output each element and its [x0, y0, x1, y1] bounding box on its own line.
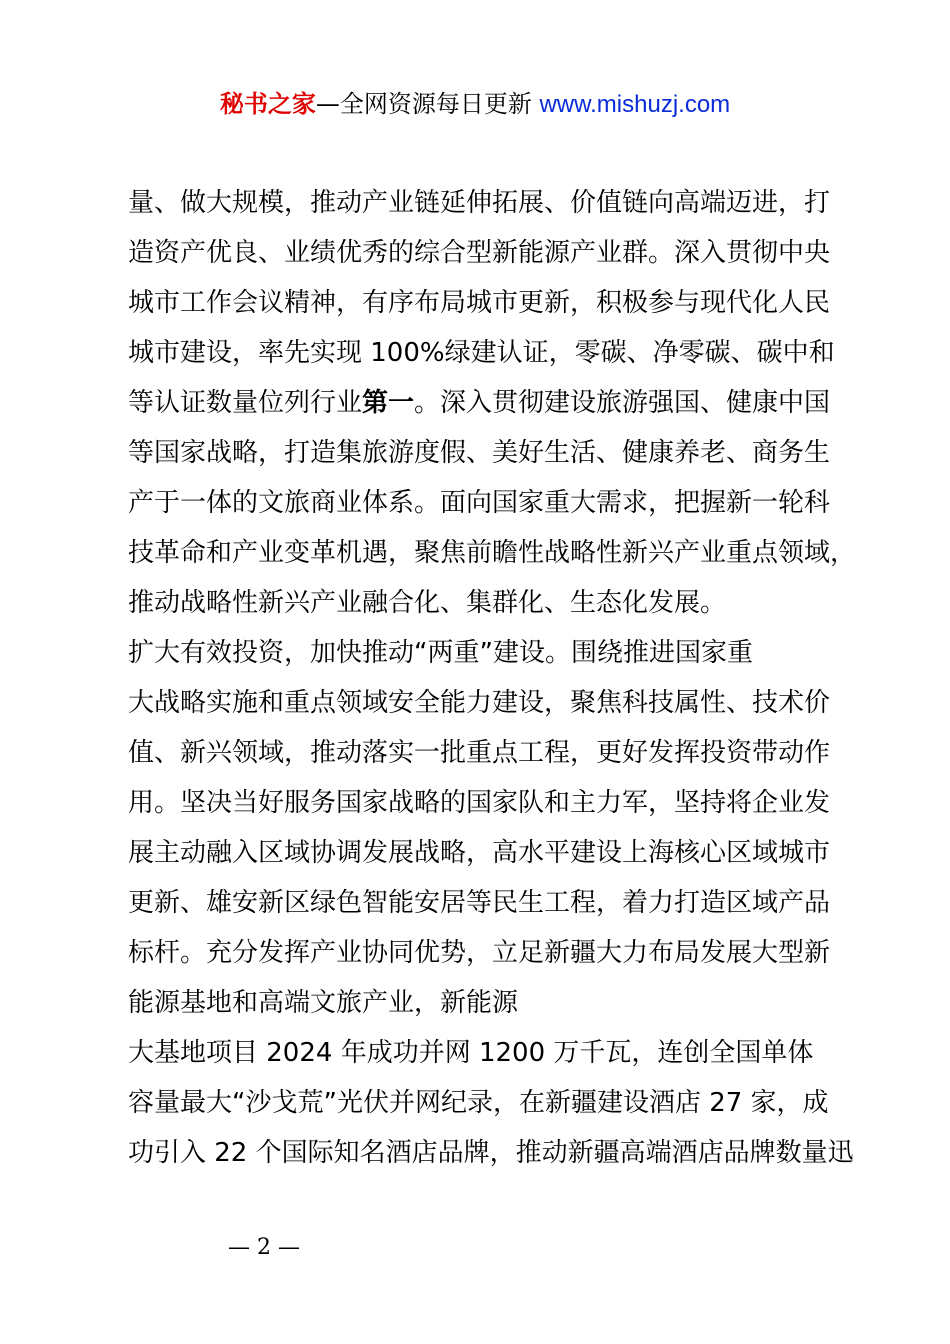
body-line: 推动战略性新兴产业融合化、集群化、生态化发展。 [128, 588, 727, 618]
body-line: 更新、雄安新区绿色智能安居等民生工程，着力打造区域产品 [128, 888, 831, 918]
body-line: 造资产优良、业绩优秀的综合型新能源产业群。深入贯彻中央 [128, 238, 831, 268]
body-line: 展主动融入区域协调发展战略，高水平建设上海核心区域城市 [128, 838, 831, 868]
emphasis-text: 第一 [362, 388, 415, 418]
body-line: 能源基地和高端文旅产业，新能源 [128, 988, 519, 1018]
body-line: 容量最大“沙戈荒”光伏并网纪录，在新疆建设酒店 27 家，成 [128, 1088, 829, 1118]
body-line [128, 386, 858, 420]
body-line: 扩大有效投资，加快推动“两重”建设。围绕推进国家重 [128, 638, 753, 668]
body-line: 功引入 22 个国际知名酒店品牌，推动新疆高端酒店品牌数量迅 [128, 1138, 854, 1168]
body-text: 等认证数量位列行业 [128, 388, 363, 418]
body-line: 标杆。充分发挥产业协同优势，立足新疆大力布局发展大型新 [128, 938, 831, 968]
page-number: — 2 — [228, 1235, 300, 1260]
body-text: 。深入贯彻建设旅游强国、健康中国 [414, 388, 831, 418]
body-line: 技革命和产业变革机遇，聚焦前瞻性战略性新兴产业重点领域， [128, 538, 857, 568]
body-line: 量、做大规模，推动产业链延伸拓展、价值链向高端迈进，打 [128, 188, 831, 218]
body-line: 值、新兴领域，推动落实一批重点工程，更好发挥投资带动作 [128, 738, 831, 768]
site-brand: 秘书之家 [219, 90, 316, 118]
body-line: 城市工作会议精神，有序布局城市更新，积极参与现代化人民 [128, 288, 831, 318]
body-line: 等国家战略，打造集旅游度假、美好生活、健康养老、商务生 [128, 438, 831, 468]
body-line: 产于一体的文旅商业体系。面向国家重大需求，把握新一轮科 [128, 488, 831, 518]
body-line: 大战略实施和重点领域安全能力建设，聚焦科技属性、技术价 [128, 688, 831, 718]
site-url: www.mishuzj.com [539, 91, 731, 118]
body-line: 用。坚决当好服务国家战略的国家队和主力军，坚持将企业发 [128, 788, 831, 818]
site-tagline: —全网资源每日更新 [315, 90, 540, 118]
body-line: 城市建设，率先实现 100%绿建认证，零碳、净零碳、碳中和 [128, 338, 835, 368]
body-line: 大基地项目 2024 年成功并网 1200 万千瓦，连创全国单体 [128, 1038, 814, 1068]
site-watermark-header [0, 88, 950, 121]
